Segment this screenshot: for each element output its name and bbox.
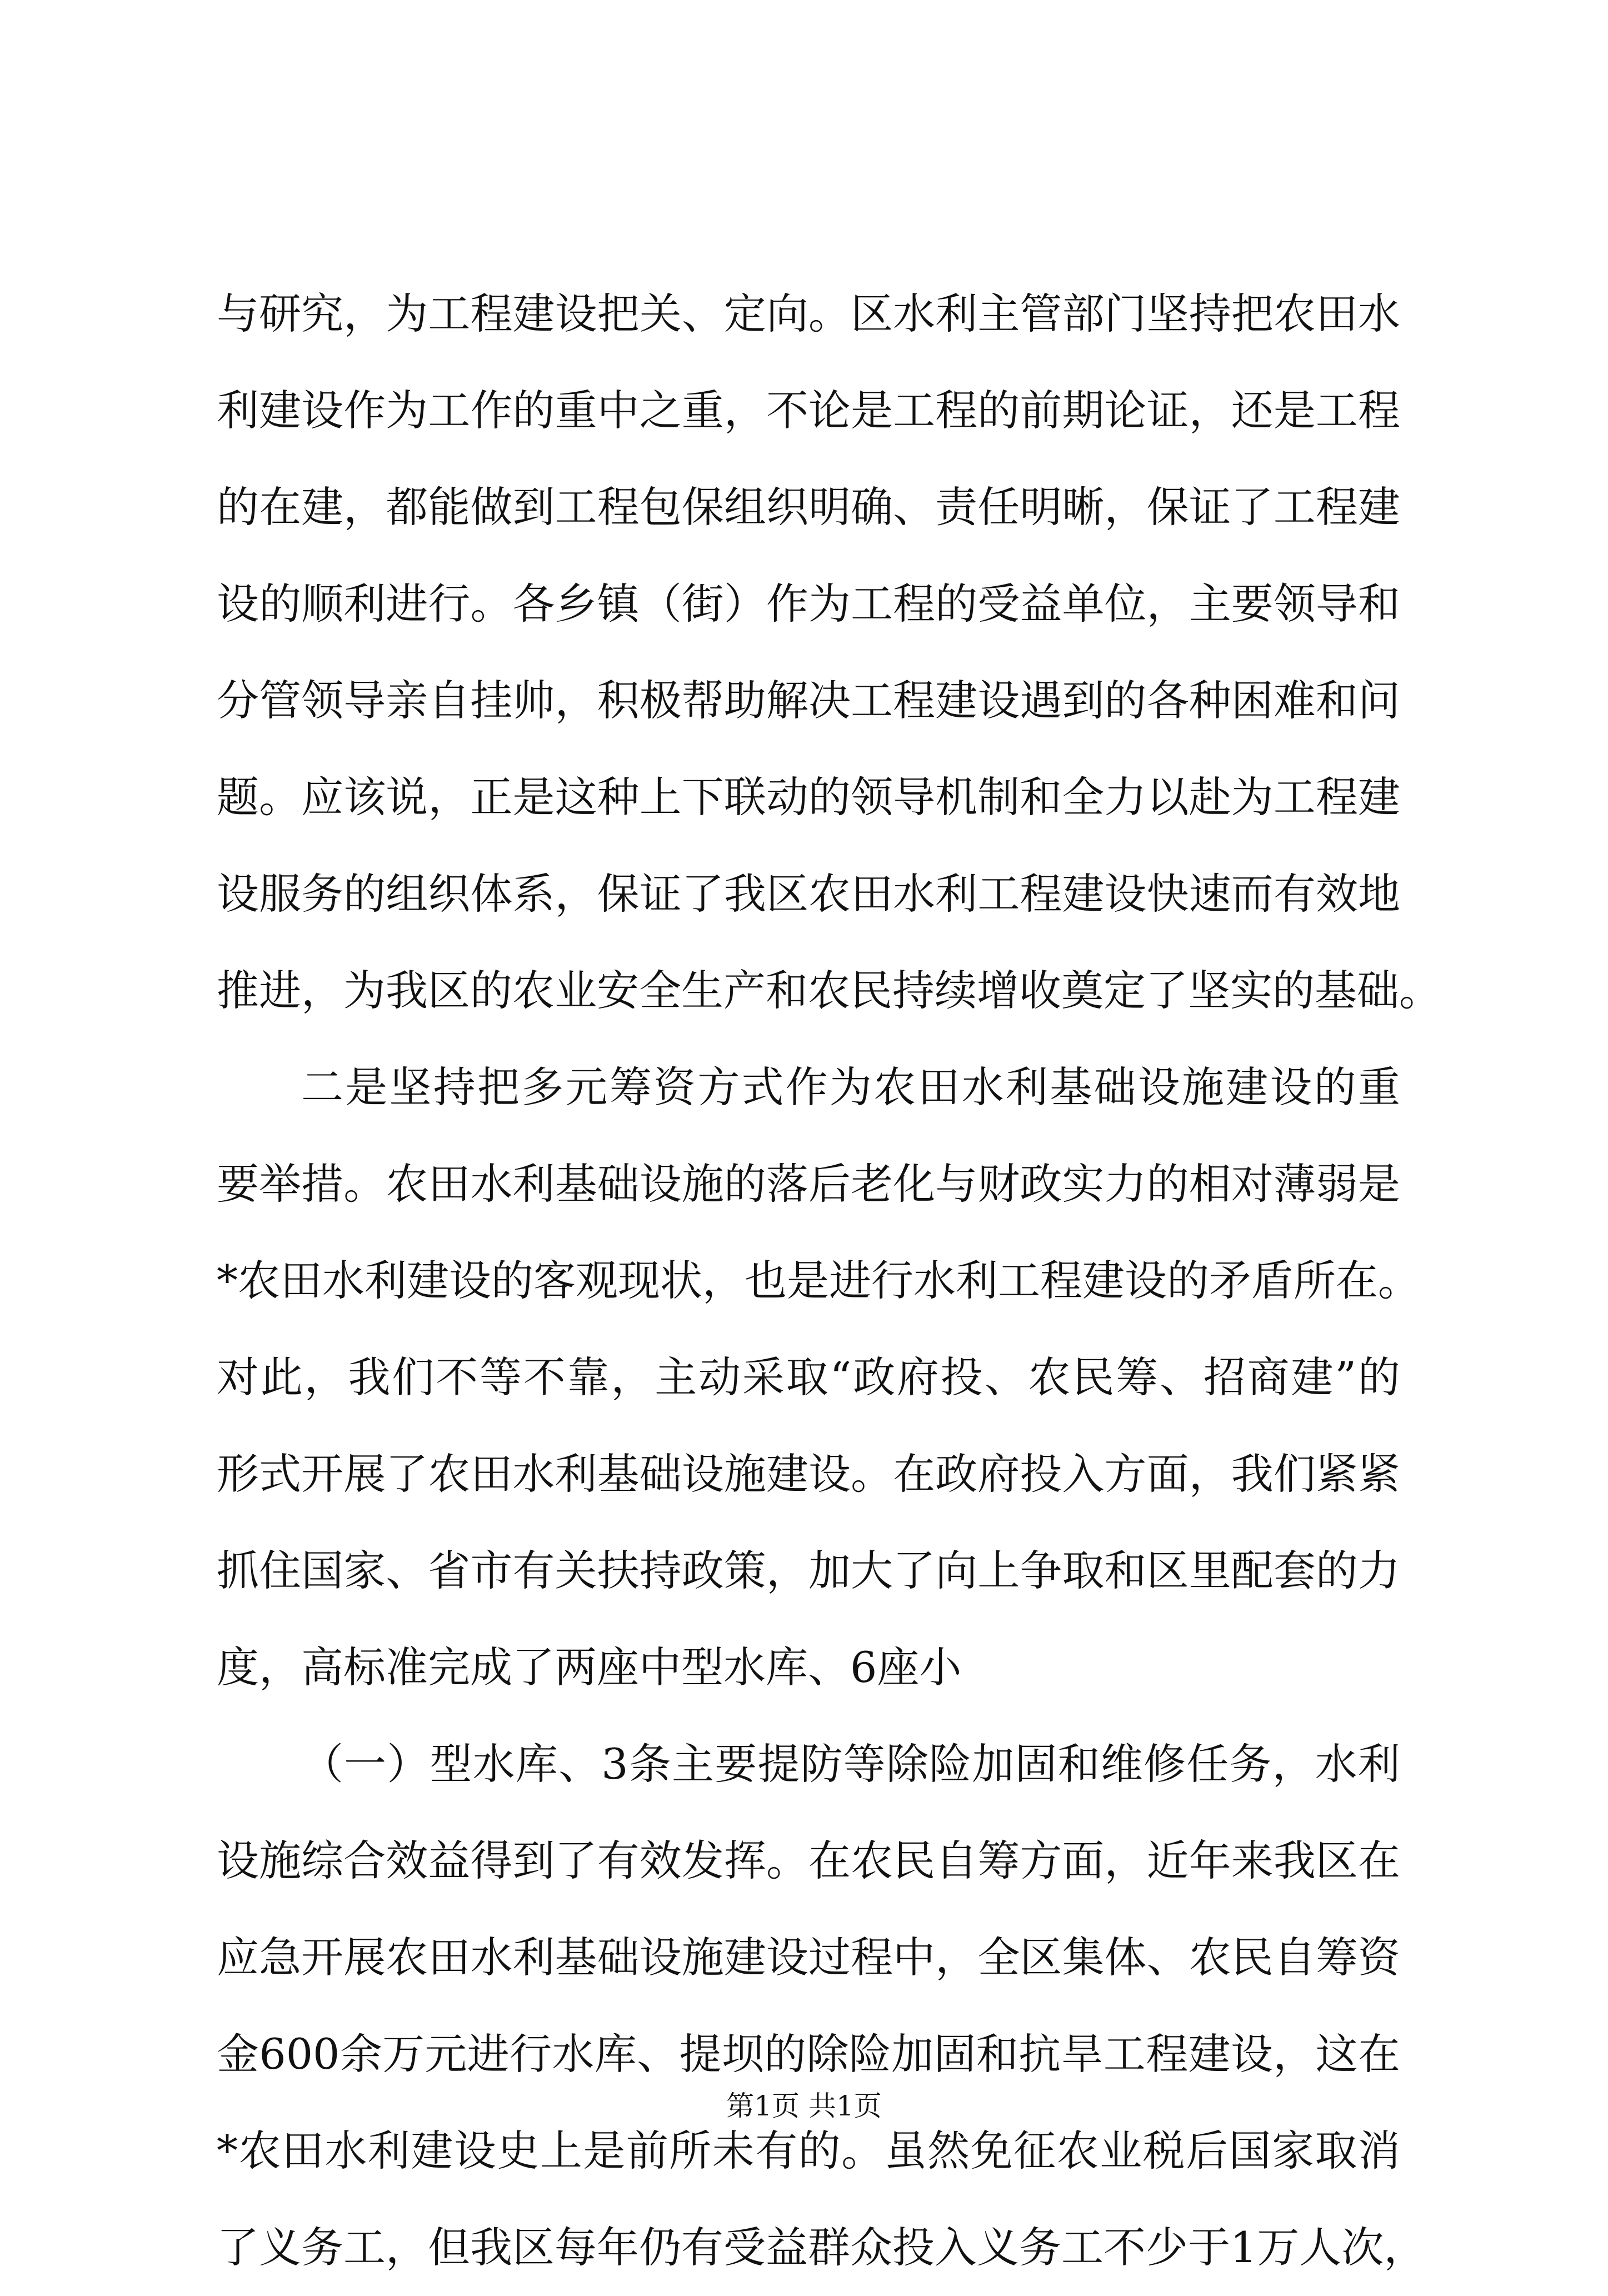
- text-line: 利建设作为工作的重中之重，不论是工程的前期论证，还是工程: [217, 386, 1400, 435]
- text-line: 题。应该说，正是这种上下联动的领导机制和全力以赴为工程建: [217, 772, 1400, 822]
- text-line: *农田水利建设史上是前所未有的。虽然免征农业税后国家取消: [217, 2126, 1400, 2175]
- text-line: 形式开展了农田水利基础设施建设。在政府投入方面，我们紧紧: [217, 1449, 1400, 1499]
- text-line: 要举措。农田水利基础设施的落后老化与财政实力的相对薄弱是: [217, 1159, 1400, 1209]
- page-footer: [0, 2087, 1608, 2125]
- text-line: 的在建，都能做到工程包保组织明确、责任明晰，保证了工程建: [217, 482, 1400, 532]
- text-line: 应急开展农田水利基础设施建设过程中，全区集体、农民自筹资: [217, 1933, 1400, 1982]
- text-line: 设施综合效益得到了有效发挥。在农民自筹方面，近年来我区在: [217, 1836, 1400, 1885]
- text-line: 度，高标准完成了两座中型水库、6座小: [217, 1643, 962, 1692]
- text-line: 推进，为我区的农业安全生产和农民持续增收奠定了坚实的基础。: [217, 966, 1441, 1015]
- text-line: 设服务的组织体系，保证了我区农田水利工程建设快速而有效地: [217, 869, 1400, 919]
- text-line: 了义务工，但我区每年仍有受益群众投入义务工不少于1万人次，: [217, 2223, 1426, 2272]
- text-line: 金600余万元进行水库、提坝的除险加固和抗旱工程建设，这在: [217, 2029, 1400, 2079]
- text-line: 与研究，为工程建设把关、定向。区水利主管部门坚持把农田水: [217, 289, 1400, 338]
- document-body: [217, 266, 1441, 2296]
- text-line: 对此，我们不等不靠，主动采取“政府投、农民筹、招商建”的: [217, 1352, 1400, 1402]
- paragraph-first-line: （一）型水库、3条主要提防等除险加固和维修任务，水利: [301, 1739, 1400, 1789]
- text-line: *农田水利建设的客观现状，也是进行水利工程建设的矛盾所在。: [217, 1256, 1420, 1305]
- text-line: 设的顺利进行。各乡镇（街）作为工程的受益单位，主要领导和: [217, 579, 1400, 628]
- text-line: 抓住国家、省市有关扶持政策，加大了向上争取和区里配套的力: [217, 1546, 1400, 1595]
- paragraph-first-line: 二是坚持把多元筹资方式作为农田水利基础设施建设的重: [301, 1062, 1400, 1112]
- text-line: 分管领导亲自挂帅，积极帮助解决工程建设遇到的各种困难和问: [217, 676, 1400, 725]
- page-number-label: 第1页 共1页: [726, 2090, 882, 2122]
